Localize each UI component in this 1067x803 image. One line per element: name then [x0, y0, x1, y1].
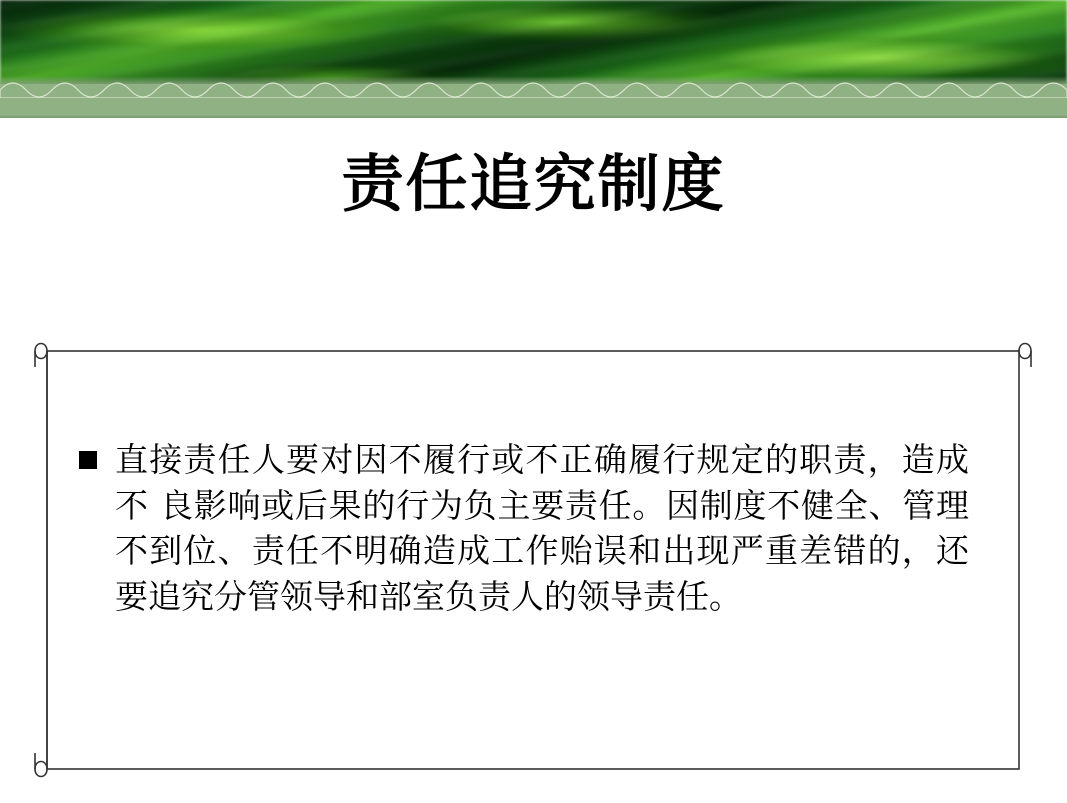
square-bullet-icon: [79, 451, 97, 469]
banner-wave-icon: [0, 76, 1067, 98]
banner-bottom-rule: [0, 116, 1067, 118]
header-banner: [0, 0, 1067, 118]
content-frame: [29, 337, 1037, 782]
content-body: [79, 437, 969, 619]
list-item: [79, 437, 969, 619]
page-title: 责任追究制度: [341, 147, 726, 220]
bullet-text: 直接责任人要对因不履行或不正确履行规定的职责，造成不 良影响或后果的行为负主要责任。因制度不健全、管理不到位、责任不明确造成工作贻误和出现严重差错的，还要追究分管领导和部室负责人的领导责任。: [115, 440, 969, 616]
